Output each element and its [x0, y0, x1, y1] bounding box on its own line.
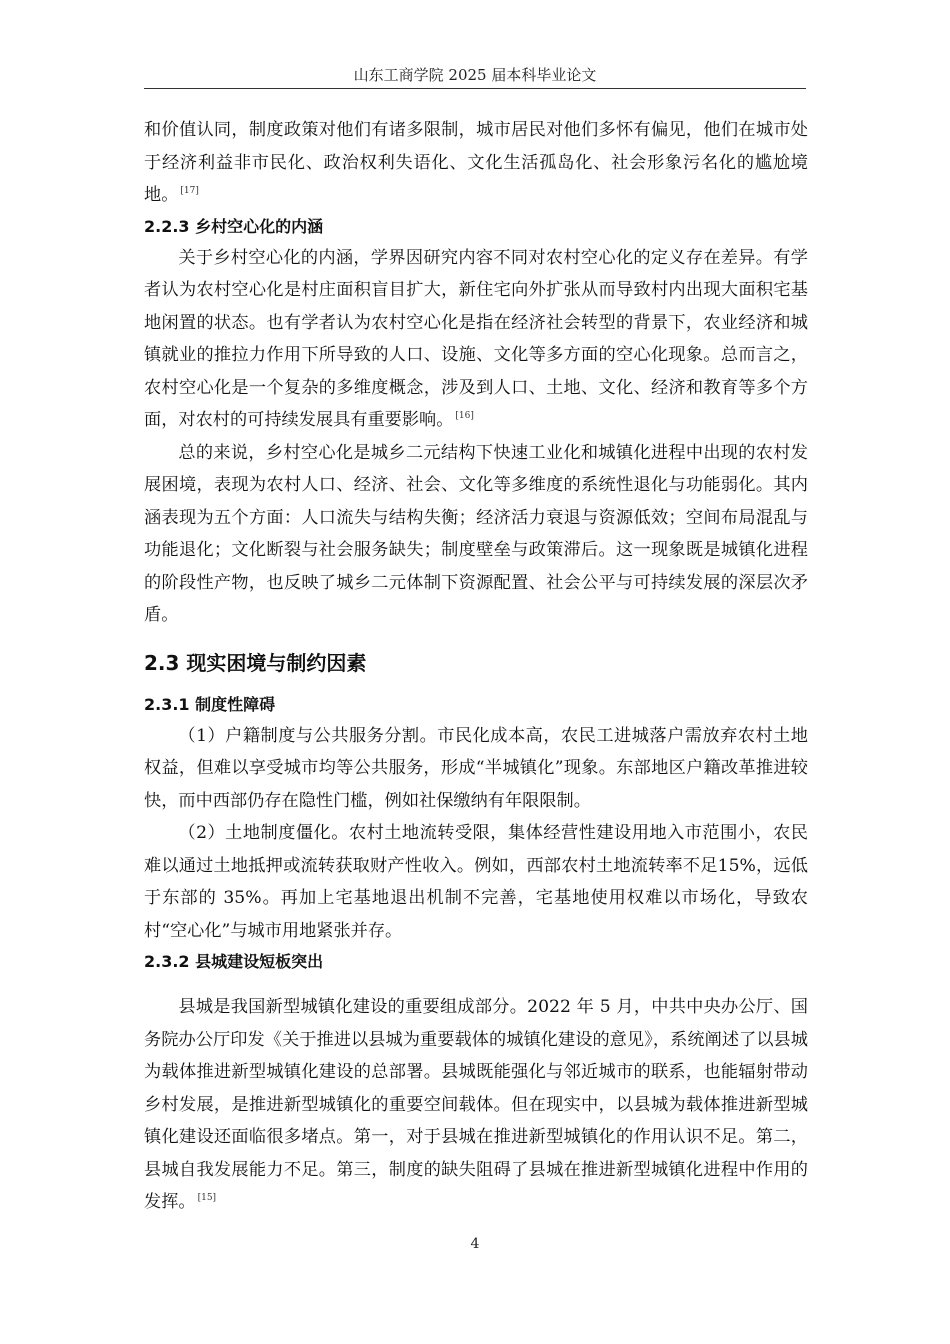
running-header: 山东工商学院 2025 届本科毕业论文	[353, 66, 597, 84]
section-heading-2-2-3: 2.2.3 乡村空心化的内涵	[144, 216, 324, 236]
paragraph-hukou: （1）户籍制度与公共服务分割。市民化成本高，农民工进城落户需放弃农村土地权益，但难以享受城市均等公共服务，形成“半城镇化”现象。东部地区户籍改革推进较快，而中西部仍存在隐性门槛，例如社保缴纳有年限限制。	[144, 725, 808, 811]
section-heading-2-3: 2.3 现实困境与制约因素	[144, 650, 367, 675]
paragraph-county-town: 县城是我国新型城镇化建设的重要组成部分。2022 年 5 月，中共中央办公厅、国务院办公厅印发《关于推进以县城为重要载体的城镇化建设的意见》，系统阐述了以县城为载体推进新型城镇化建设的总部署。县城既能强化与邻近城市的联系，也能辐射带动乡村发展，是推进新型城镇化的重要空间载体。但在现实中，以县城为载体推进新型城镇化建设还面临很多堵点。第一，对于县城在推进新型城镇化的作用认识不足。第二，县城自我发展能力不足。第三，制度的缺失阻碍了县城在推进新型城镇化进程中作用的发挥。 [15]	[144, 997, 808, 1212]
citation[interactable]: [17]	[180, 186, 199, 197]
page-number: 4	[470, 1236, 480, 1252]
section-heading-2-3-2: 2.3.2 县城建设短板突出	[144, 952, 324, 971]
header-rule	[144, 88, 806, 89]
paragraph-hollowing-summary: 总的来说，乡村空心化是城乡二元结构下快速工业化和城镇化进程中出现的农村发展困境，表现为农村人口、经济、社会、文化等多维度的系统性退化与功能弱化。其内涵表现为五个方面：人口流失与结构失衡；经济活力衰退与资源低效；空间布局混乱与功能退化；文化断裂与社会服务缺失；制度壁垒与政策滞后。这一现象既是城镇化进程的阶段性产物，也反映了城乡二元体制下资源配置、社会公平与可持续发展的深层次矛盾。	[144, 442, 808, 625]
page-body	[144, 114, 808, 1219]
paragraph-hollowing-definition: 关于乡村空心化的内涵，学界因研究内容不同对农村空心化的定义存在差异。有学者认为农村空心化是村庄面积盲目扩大，新住宅向外扩张从而导致村内出现大面积宅基地闲置的状态。也有学者认为农村空心化是指在经济社会转型的背景下，农业经济和城镇就业的推拉力作用下所导致的人口、设施、文化等多方面的空心化现象。总而言之，农村空心化是一个复杂的多维度概念，涉及到人口、土地、文化、经济和教育等多个方面，对农村的可持续发展具有重要影响。 [16]	[144, 247, 808, 430]
citation[interactable]: [16]	[455, 411, 474, 422]
citation[interactable]: [15]	[197, 1193, 217, 1204]
section-heading-2-3-1: 2.3.1 制度性障碍	[144, 694, 276, 714]
spacer	[144, 977, 808, 991]
paragraph-land-system: （2）土地制度僵化。农村土地流转受限，集体经营性建设用地入市范围小，农民难以通过土地抵押或流转获取财产性收入。例如，西部农村土地流转率不足15%，远低于东部的 35%。再加上宅基地退出机制不完善，宅基地使用权难以市场化，导致农村“空心化”与城市用地紧张并存。	[144, 823, 808, 941]
paragraph-continuation: 和价值认同，制度政策对他们有诸多限制，城市居民对他们多怀有偏见，他们在城市处于经济利益非市民化、政治权利失语化、文化生活孤岛化、社会形象污名化的尴尬境地。 [17]	[144, 120, 808, 205]
